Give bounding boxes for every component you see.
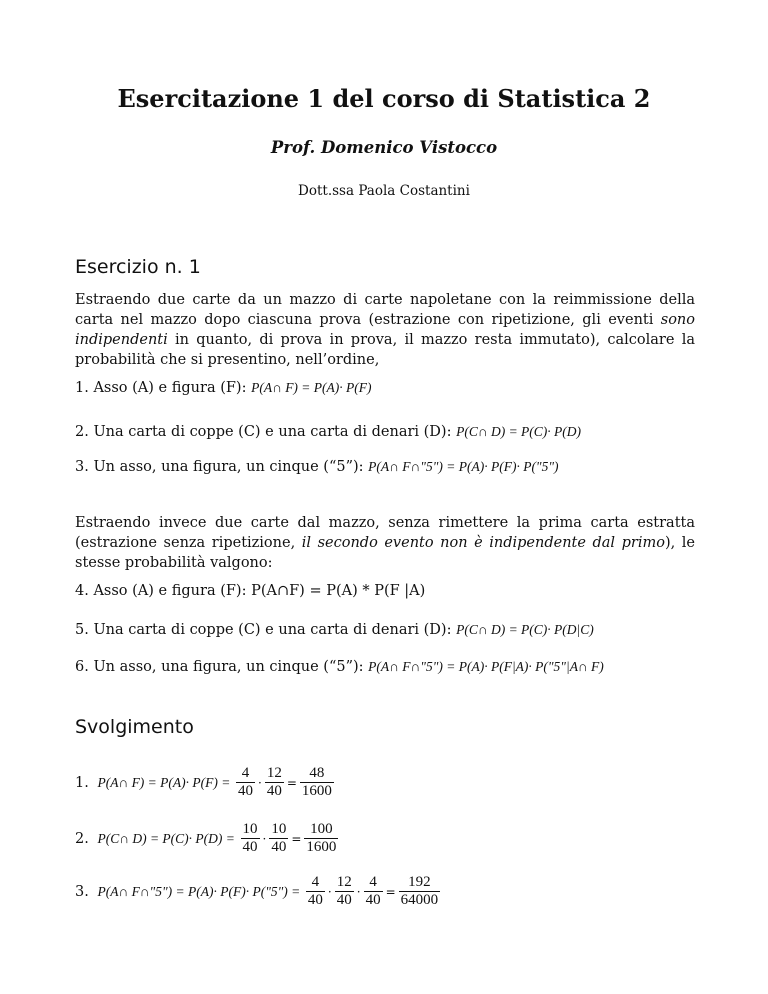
fraction: $\frac{12}{40}$: [336, 874, 352, 908]
solution-row-2: 2. P(C∩ D) = P(C)· P(D) = $\frac{10}{40}$ · $\frac{10}{40}$ = $\frac{100}{1600}$: [75, 821, 337, 855]
exercise-heading: Esercizio n. 1: [75, 256, 201, 278]
item-5: [75, 622, 594, 638]
exercise-intro-2: Estraendo invece due carte dal mazzo, senza rimettere la prima carta estratta (estrazione senza ripetizione, il secondo evento non è indipendente dal primo), le stesse probabilità valgono:: [75, 515, 695, 571]
result-fraction: $\frac{192}{64000}$: [400, 874, 439, 908]
solution-heading: Svolgimento: [75, 716, 194, 738]
result-fraction: $\frac{100}{1600}$: [306, 821, 337, 855]
item-1: [75, 380, 372, 396]
fraction: $\frac{10}{40}$: [271, 821, 287, 855]
item-3-formula: P(A∩ F∩"5") = P(A)· P(F)· P("5"): [368, 459, 559, 474]
item-1-formula: P(A∩ F) = P(A)· P(F): [251, 380, 372, 395]
fraction: $\frac{12}{40}$: [266, 765, 282, 799]
item-1-text: 1. Asso (A) e figura (F):: [75, 380, 252, 396]
item-2-text: 2. Una carta di coppe (C) e una carta di denari (D):: [75, 424, 457, 440]
solution-1-label: 1.: [75, 774, 89, 791]
item-2-formula: P(C∩ D) = P(C)· P(D): [456, 424, 582, 439]
result-fraction: $\frac{48}{1600}$: [301, 765, 332, 799]
fraction: $\frac{4}{40}$: [237, 765, 253, 799]
solution-3-label: 3.: [75, 883, 89, 900]
solution-row-3: 3. P(A∩ F∩"5") = P(A)· P(F)· P("5") = $\frac{4}{40}$ · $\frac{12}{40}$ · $\frac{4}{40}$ = $\frac{192}{64000}$: [75, 874, 439, 908]
item-4-text: 4. Asso (A) e figura (F):: [75, 583, 252, 599]
solution-2-lhs: P(C∩ D) = P(C)· P(D) =: [97, 830, 235, 846]
document-title: Esercitazione 1 del corso di Statistica 2: [117, 84, 651, 113]
item-6: [75, 659, 604, 675]
item-5-text: 5. Una carta di coppe (C) e una carta di denari (D):: [75, 622, 457, 638]
item-6-text: 6. Un asso, una figura, un cinque (“5”):: [75, 659, 369, 675]
item-4-formula: P(A∩F) = P(A) * P(F |A): [251, 583, 426, 599]
fraction: $\frac{4}{40}$: [307, 874, 323, 908]
exercise-intro: Estraendo due carte da un mazzo di carte napoletane con la reimmissione della carta nel mazzo dopo ciascuna prova (estrazione con ripetizione, gli eventi sono indipendenti in quanto, di prova in prova, il mazzo resta immutato), calcolare la probabilità che si presentino, nell’ordine,: [75, 292, 695, 368]
item-5-formula: P(C∩ D) = P(C)· P(D|C): [456, 622, 594, 637]
fraction: $\frac{4}{40}$: [365, 874, 381, 908]
item-3-text: 3. Un asso, una figura, un cinque (“5”):: [75, 459, 369, 475]
solution-2-label: 2.: [75, 830, 89, 847]
assistant-name: Dott.ssa Paola Costantini: [298, 183, 470, 199]
solution-row-1: 1. P(A∩ F) = P(A)· P(F) = $\frac{4}{40}$ · $\frac{12}{40}$ = $\frac{48}{1600}$: [75, 765, 332, 799]
professor-name: Prof. Domenico Vistocco: [270, 138, 498, 157]
item-6-formula: P(A∩ F∩"5") = P(A)· P(F|A)· P("5"|A∩ F): [368, 659, 604, 674]
item-2: [75, 424, 581, 440]
solution-1-lhs: P(A∩ F) = P(A)· P(F) =: [97, 774, 231, 790]
solution-3-lhs: P(A∩ F∩"5") = P(A)· P(F)· P("5") =: [97, 883, 301, 899]
item-4: [75, 583, 425, 599]
fraction: $\frac{10}{40}$: [242, 821, 258, 855]
item-3: [75, 459, 559, 475]
